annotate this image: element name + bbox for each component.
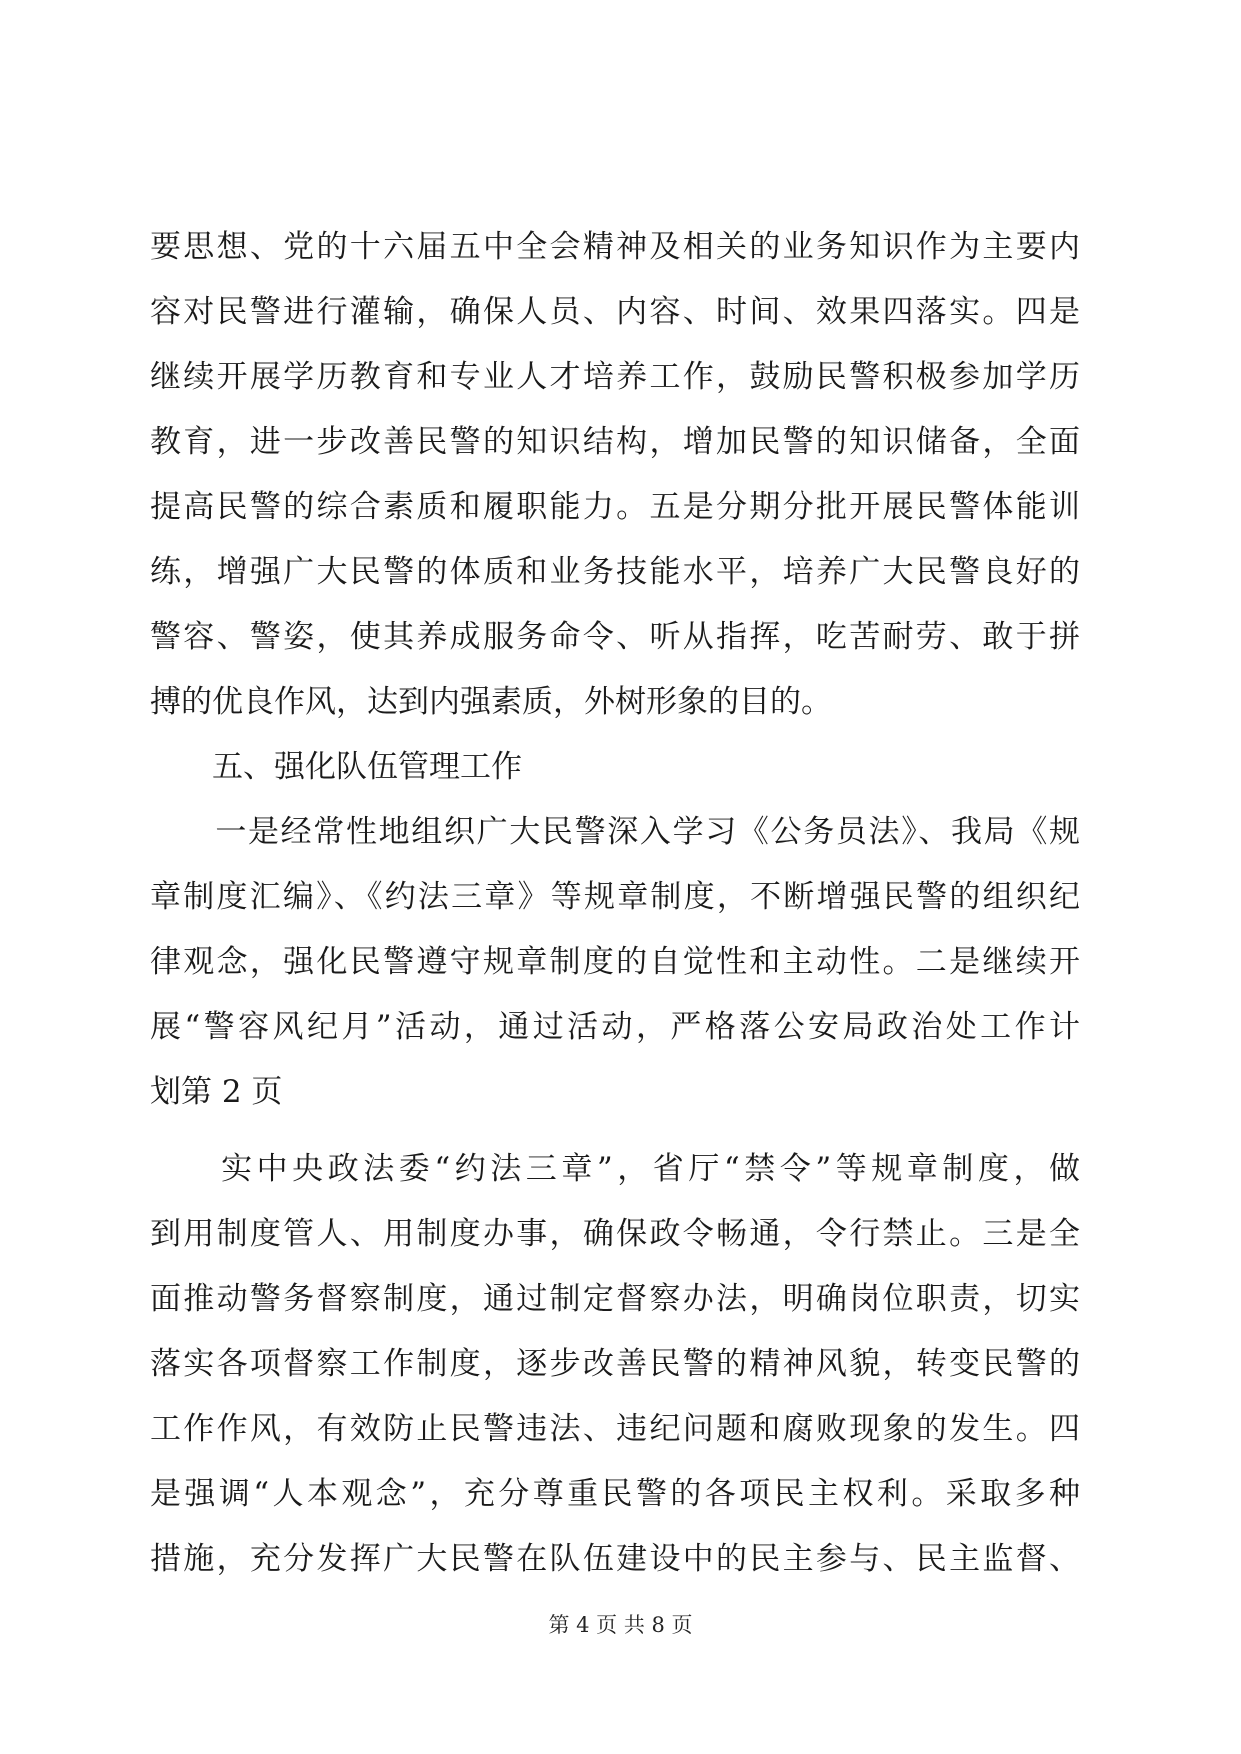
text-line: 到用制度管人、用制度办事，确保政令畅通，令行禁止。三是全	[150, 1216, 1080, 1252]
text-line: 容对民警进行灌输，确保人员、内容、时间、效果四落实。四是	[150, 294, 1080, 330]
body-text	[150, 215, 1080, 1592]
text-line: 一是经常性地组织广大民警深入学习《公务员法》、我局《规	[150, 814, 1080, 850]
text-line: 搏的优良作风，达到内强素质，外树形象的目的。	[150, 684, 832, 720]
text-line: 警容、警姿，使其养成服务命令、听从指挥，吃苦耐劳、敢于拼	[150, 619, 1080, 655]
text-line: 工作作风，有效防止民警违法、违纪问题和腐败现象的发生。四	[150, 1411, 1080, 1447]
text-line: 律观念，强化民警遵守规章制度的自觉性和主动性。二是继续开	[150, 944, 1080, 980]
text-line: 教育，进一步改善民警的知识结构，增加民警的知识储备，全面	[150, 424, 1080, 460]
text-line: 要思想、党的十六届五中全会精神及相关的业务知识作为主要内	[150, 229, 1080, 265]
text-line: 练，增强广大民警的体质和业务技能水平，培养广大民警良好的	[150, 554, 1080, 590]
text-line: 面推动警务督察制度，通过制定督察办法，明确岗位职责，切实	[150, 1281, 1080, 1317]
text-line: 落实各项督察工作制度，逐步改善民警的精神风貌，转变民警的	[150, 1346, 1080, 1382]
paragraph-gap	[150, 1125, 1080, 1137]
text-line: 措施，充分发挥广大民警在队伍建设中的民主参与、民主监督、	[150, 1541, 1080, 1577]
text-line: 继续开展学历教育和专业人才培养工作，鼓励民警积极参加学历	[150, 359, 1080, 395]
text-line: 实中央政法委“约法三章”，省厅“禁令”等规章制度，做	[150, 1151, 1080, 1187]
section-heading: 五、强化队伍管理工作	[150, 749, 522, 785]
text-line: 是强调“人本观念”，充分尊重民警的各项民主权利。采取多种	[150, 1476, 1080, 1512]
text-line: 章制度汇编》、《约法三章》等规章制度，不断增强民警的组织纪	[150, 879, 1080, 915]
text-line: 提高民警的综合素质和履职能力。五是分期分批开展民警体能训	[150, 489, 1080, 525]
text-line: 展“警容风纪月”活动，通过活动，严格落公安局政治处工作计	[150, 1009, 1080, 1045]
text-line: 划第 2 页	[150, 1074, 283, 1110]
page-number-footer: 第 4 页 共 8 页	[548, 1613, 693, 1637]
